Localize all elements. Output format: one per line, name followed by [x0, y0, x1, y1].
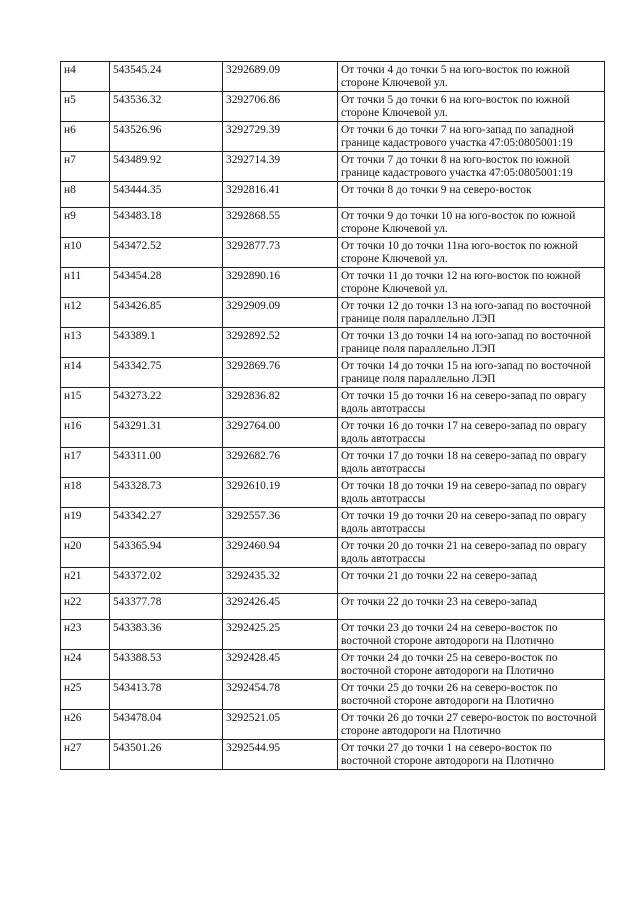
table-row	[61, 92, 605, 122]
point-cell: н16	[61, 418, 110, 448]
table-row	[61, 710, 605, 740]
x-cell: 543388.53	[110, 650, 223, 680]
point-cell: н12	[61, 298, 110, 328]
x-cell: 543365.94	[110, 538, 223, 568]
table-row	[61, 620, 605, 650]
x-cell: 543501.26	[110, 740, 223, 770]
description-cell: От точки 11 до точки 12 на юго-восток по южной стороне Ключевой ул.	[338, 268, 605, 298]
description-cell: От точки 22 до точки 23 на северо-запад	[338, 594, 605, 620]
point-cell: н8	[61, 182, 110, 208]
x-cell: 543372.02	[110, 568, 223, 594]
point-cell: н15	[61, 388, 110, 418]
table-row	[61, 328, 605, 358]
x-cell: 543526.96	[110, 122, 223, 152]
y-cell: 3292682.76	[223, 448, 338, 478]
y-cell: 3292425.25	[223, 620, 338, 650]
description-cell: От точки 10 до точки 11на юго-восток по южной стороне Ключевой ул.	[338, 238, 605, 268]
y-cell: 3292557.36	[223, 508, 338, 538]
x-cell: 543383.36	[110, 620, 223, 650]
x-cell: 543444.35	[110, 182, 223, 208]
y-cell: 3292877.73	[223, 238, 338, 268]
y-cell: 3292836.82	[223, 388, 338, 418]
table-row	[61, 62, 605, 92]
y-cell: 3292544.95	[223, 740, 338, 770]
table-row	[61, 740, 605, 770]
table-row	[61, 508, 605, 538]
point-cell: н18	[61, 478, 110, 508]
x-cell: 543454.28	[110, 268, 223, 298]
x-cell: 543342.75	[110, 358, 223, 388]
x-cell: 543545.24	[110, 62, 223, 92]
point-cell: н20	[61, 538, 110, 568]
table-row	[61, 538, 605, 568]
x-cell: 543478.04	[110, 710, 223, 740]
boundary-coordinates-table	[60, 61, 605, 770]
table-row	[61, 208, 605, 238]
y-cell: 3292428.45	[223, 650, 338, 680]
y-cell: 3292689.09	[223, 62, 338, 92]
point-cell: н9	[61, 208, 110, 238]
description-cell: От точки 9 до точки 10 на юго-восток по южной стороне Ключевой ул.	[338, 208, 605, 238]
table-row	[61, 358, 605, 388]
table-row	[61, 298, 605, 328]
point-cell: н23	[61, 620, 110, 650]
description-cell: От точки 25 до точки 26 на северо-восток по восточной стороне автодороги на Плотично	[338, 680, 605, 710]
point-cell: н25	[61, 680, 110, 710]
description-cell: От точки 12 до точки 13 на юго-запад по восточной границе поля параллельно ЛЭП	[338, 298, 605, 328]
point-cell: н27	[61, 740, 110, 770]
point-cell: н4	[61, 62, 110, 92]
y-cell: 3292869.76	[223, 358, 338, 388]
point-cell: н24	[61, 650, 110, 680]
y-cell: 3292892.52	[223, 328, 338, 358]
point-cell: н13	[61, 328, 110, 358]
table-row	[61, 388, 605, 418]
x-cell: 543472.52	[110, 238, 223, 268]
y-cell: 3292435.32	[223, 568, 338, 594]
description-cell: От точки 20 до точки 21 на северо-запад по оврагу вдоль автотрассы	[338, 538, 605, 568]
table-row	[61, 650, 605, 680]
x-cell: 543291.31	[110, 418, 223, 448]
y-cell: 3292454.78	[223, 680, 338, 710]
x-cell: 543273.22	[110, 388, 223, 418]
point-cell: н22	[61, 594, 110, 620]
point-cell: н11	[61, 268, 110, 298]
x-cell: 543389.1	[110, 328, 223, 358]
table-row	[61, 418, 605, 448]
x-cell: 543483.18	[110, 208, 223, 238]
description-cell: От точки 17 до точки 18 на северо-запад по оврагу вдоль автотрассы	[338, 448, 605, 478]
point-cell: н6	[61, 122, 110, 152]
table-row	[61, 448, 605, 478]
x-cell: 543377.78	[110, 594, 223, 620]
x-cell: 543536.32	[110, 92, 223, 122]
y-cell: 3292714.39	[223, 152, 338, 182]
point-cell: н21	[61, 568, 110, 594]
table-row	[61, 478, 605, 508]
y-cell: 3292890.16	[223, 268, 338, 298]
x-cell: 543311.00	[110, 448, 223, 478]
y-cell: 3292868.55	[223, 208, 338, 238]
description-cell: От точки 16 до точки 17 на северо-запад по оврагу вдоль автотрассы	[338, 418, 605, 448]
point-cell: н26	[61, 710, 110, 740]
description-cell: От точки 15 до точки 16 на северо-запад по оврагу вдоль автотрассы	[338, 388, 605, 418]
x-cell: 543426.85	[110, 298, 223, 328]
table-row	[61, 182, 605, 208]
description-cell: От точки 5 до точки 6 на юго-восток по южной стороне Ключевой ул.	[338, 92, 605, 122]
y-cell: 3292460.94	[223, 538, 338, 568]
y-cell: 3292610.19	[223, 478, 338, 508]
y-cell: 3292706.86	[223, 92, 338, 122]
point-cell: н5	[61, 92, 110, 122]
point-cell: н10	[61, 238, 110, 268]
table-row	[61, 594, 605, 620]
y-cell: 3292909.09	[223, 298, 338, 328]
description-cell: От точки 6 до точки 7 на юго-запад по западной границе кадастрового участка 47:05:0805001:19	[338, 122, 605, 152]
description-cell: От точки 23 до точки 24 на северо-восток по восточной стороне автодороги на Плотично	[338, 620, 605, 650]
table-row	[61, 268, 605, 298]
description-cell: От точки 4 до точки 5 на юго-восток по южной стороне Ключевой ул.	[338, 62, 605, 92]
description-cell: От точки 26 до точки 27 северо-восток по восточной стороне автодороги на Плотично	[338, 710, 605, 740]
x-cell: 543342.27	[110, 508, 223, 538]
x-cell: 543328.73	[110, 478, 223, 508]
description-cell: От точки 19 до точки 20 на северо-запад по оврагу вдоль автотрассы	[338, 508, 605, 538]
x-cell: 543489.92	[110, 152, 223, 182]
description-cell: От точки 14 до точки 15 на юго-запад по восточной границе поля параллельно ЛЭП	[338, 358, 605, 388]
description-cell: От точки 21 до точки 22 на северо-запад	[338, 568, 605, 594]
table-row	[61, 152, 605, 182]
description-cell: От точки 7 до точки 8 на юго-восток по южной границе кадастрового участка 47:05:0805001:19	[338, 152, 605, 182]
point-cell: н19	[61, 508, 110, 538]
description-cell: От точки 13 до точки 14 на юго-запад по восточной границе поля параллельно ЛЭП	[338, 328, 605, 358]
y-cell: 3292816.41	[223, 182, 338, 208]
description-cell: От точки 27 до точки 1 на северо-восток по восточной стороне автодороги на Плотично	[338, 740, 605, 770]
table-body	[61, 62, 605, 770]
y-cell: 3292521.05	[223, 710, 338, 740]
y-cell: 3292426.45	[223, 594, 338, 620]
description-cell: От точки 8 до точки 9 на северо-восток	[338, 182, 605, 208]
table-row	[61, 568, 605, 594]
description-cell: От точки 18 до точки 19 на северо-запад по оврагу вдоль автотрассы	[338, 478, 605, 508]
table-row	[61, 122, 605, 152]
table-row	[61, 238, 605, 268]
point-cell: н7	[61, 152, 110, 182]
y-cell: 3292729.39	[223, 122, 338, 152]
x-cell: 543413.78	[110, 680, 223, 710]
description-cell: От точки 24 до точки 25 на северо-восток по восточной стороне автодороги на Плотично	[338, 650, 605, 680]
point-cell: н17	[61, 448, 110, 478]
table-row	[61, 680, 605, 710]
point-cell: н14	[61, 358, 110, 388]
y-cell: 3292764.00	[223, 418, 338, 448]
